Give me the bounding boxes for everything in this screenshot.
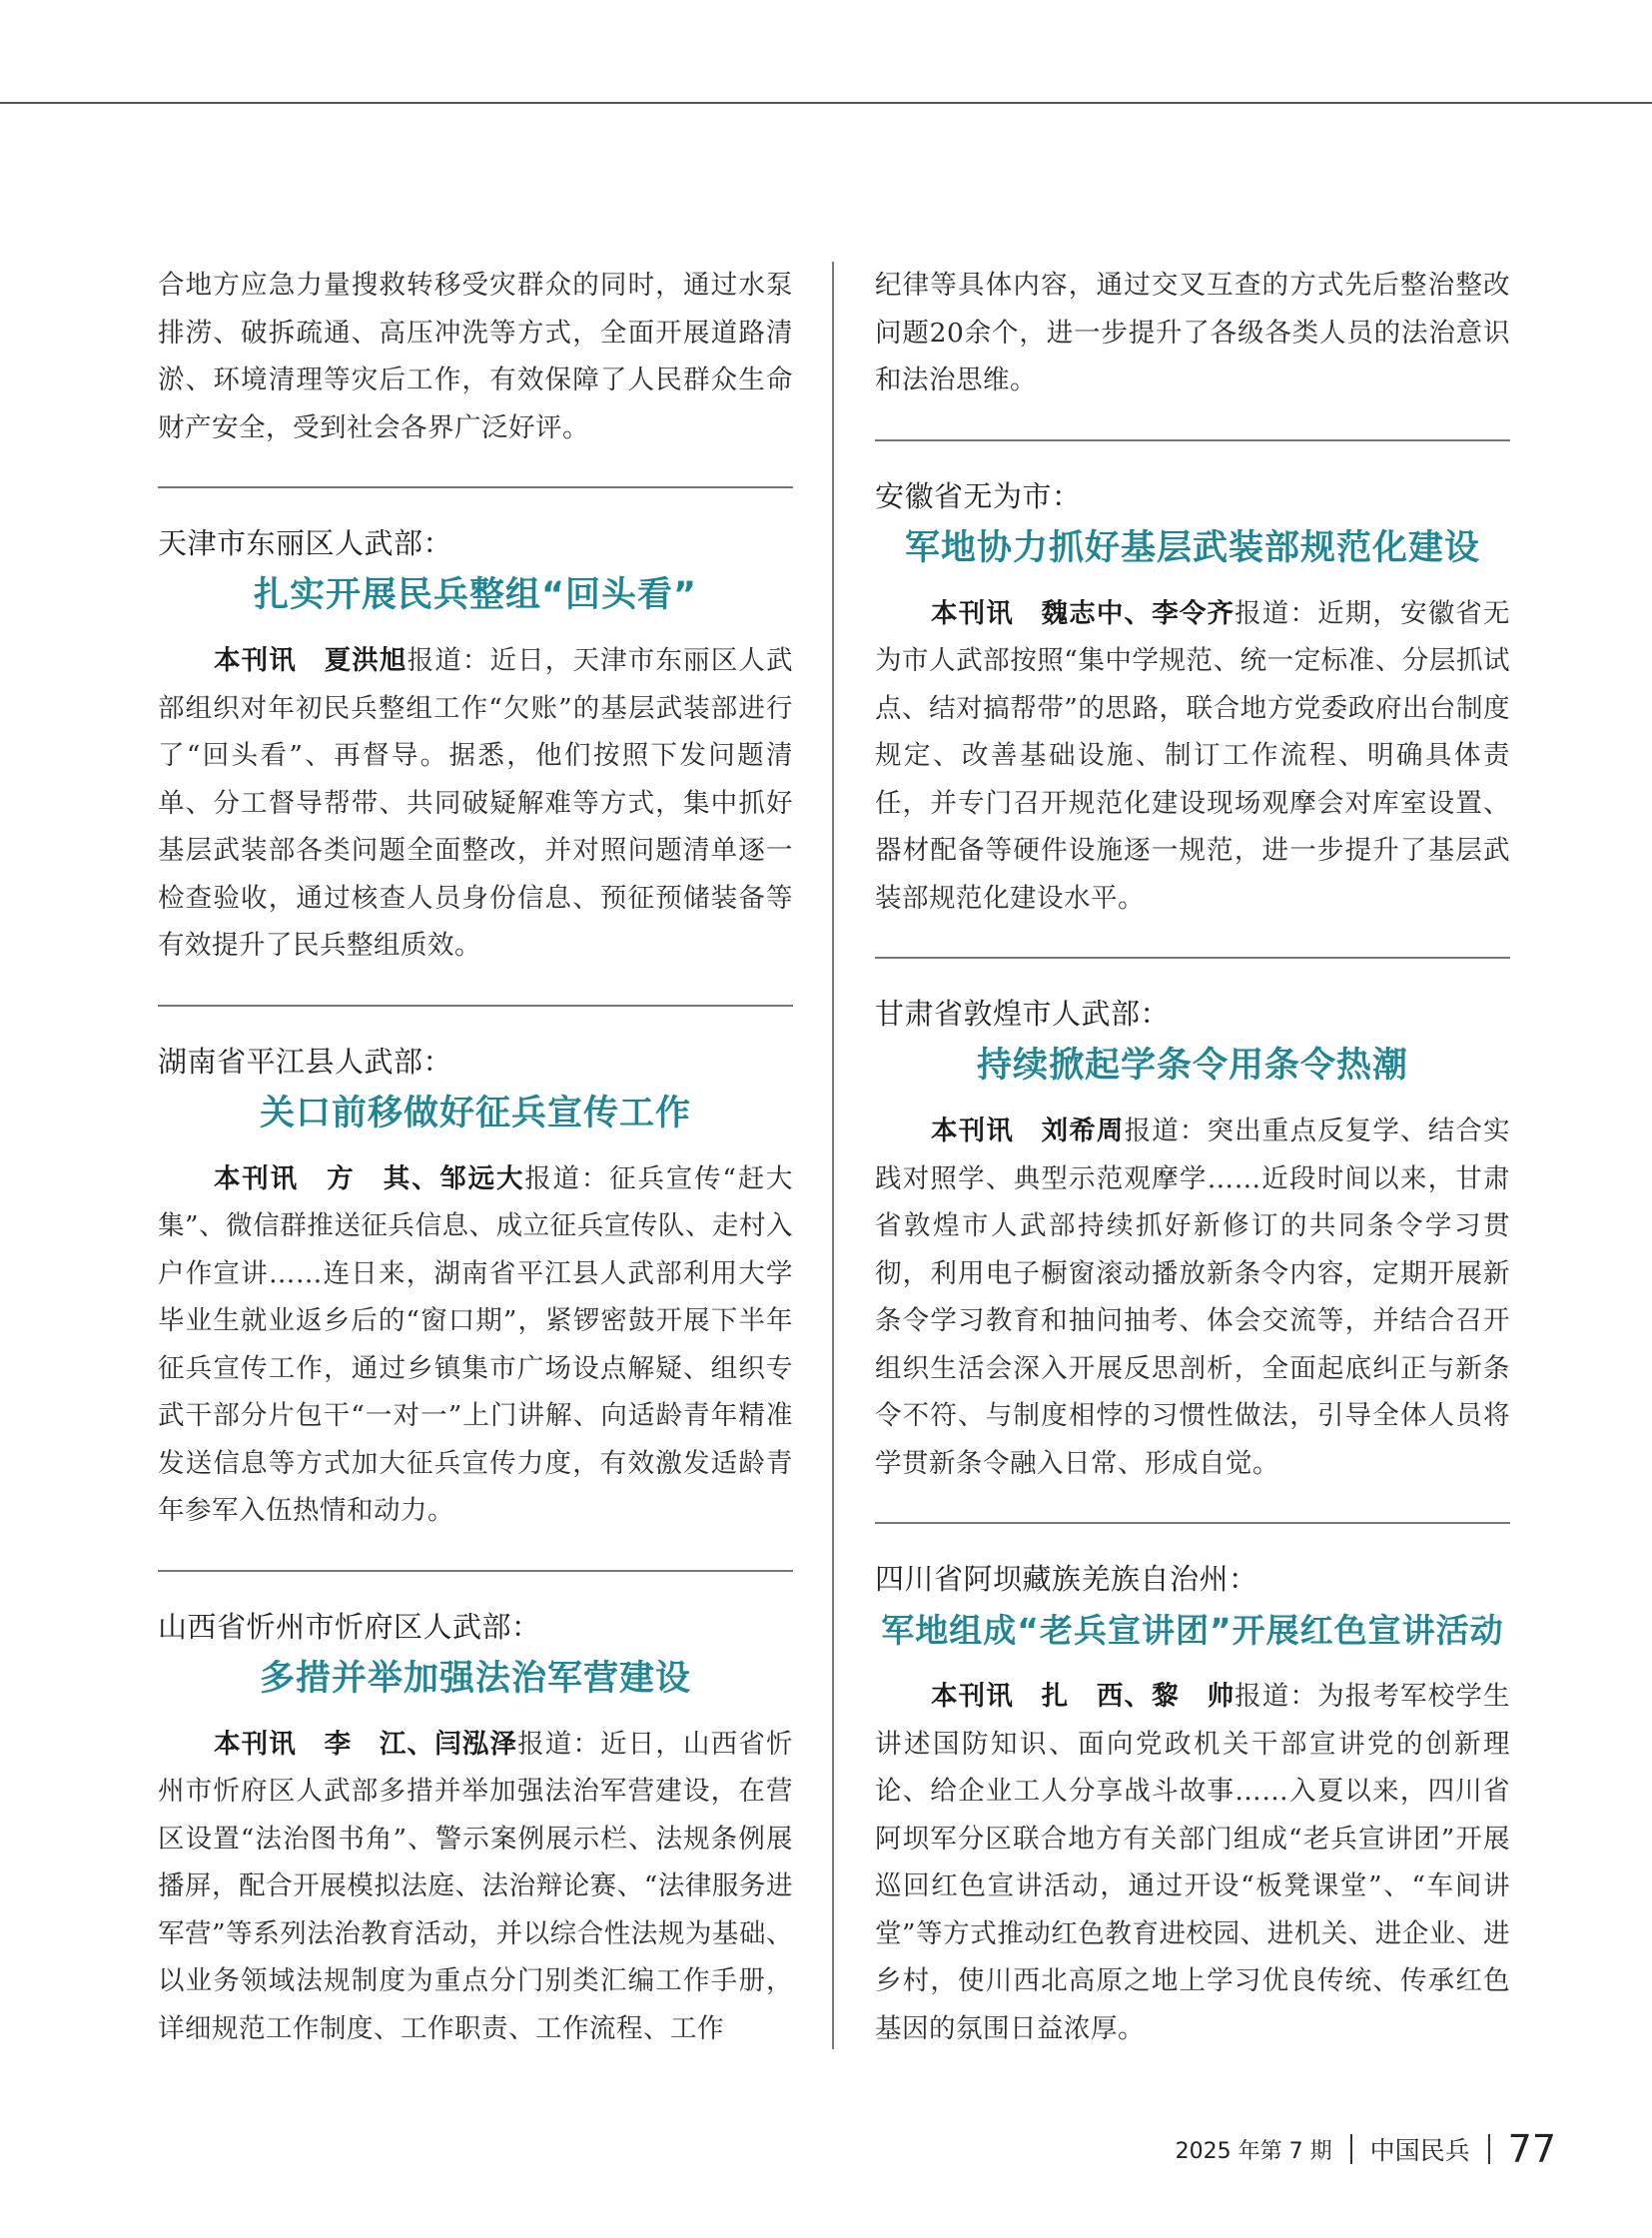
- left-column: [158, 262, 793, 2052]
- section-divider: [875, 957, 1510, 959]
- article-byline: 本刊讯 扎 西、黎 帅: [931, 1681, 1236, 1712]
- article-dunhuang: [875, 992, 1510, 1487]
- article-body: [875, 1673, 1510, 2052]
- page-number: 77: [1507, 2127, 1556, 2171]
- article-body: [875, 590, 1510, 923]
- article-text: 报道：为报考军校学生讲述国防知识、面向党政机关干部宣讲党的创新理论、给企业工人分享战斗故事……入夏以来，四川省阿坝军分区联合地方有关部门组成“老兵宣讲团”开展巡回红色宣讲活动，通过开设“板凳课堂”、“车间讲堂”等方式推动红色教育进校园、进机关、进企业、进乡村，使川西北高原之地上学习优良传统、传承红色基因的氛围日益浓厚。: [875, 1681, 1511, 2044]
- article-headline: 军地协力抓好基层武装部规范化建设: [904, 527, 1480, 568]
- article-region: 四川省阿坝藏族羌族自治州：: [875, 1562, 1258, 1596]
- section-divider: [875, 439, 1510, 441]
- right-column: [875, 262, 1510, 2052]
- article-body: [158, 1155, 793, 1535]
- footer-separator: [1350, 2134, 1352, 2164]
- section-divider: [158, 1570, 793, 1572]
- article-xinzhou: [158, 1605, 793, 2053]
- article-text: 报道：突出重点反复学、结合实践对照学、典型示范观摩学……近段时间以来，甘肃省敦煌市人武部持续抓好新修订的共同条令学习贯彻，利用电子橱窗滚动播放新条令内容，定期开展新条令学习教育和抽问抽考、体会交流等，并结合召开组织生活会深入开展反思剖析，全面起底纠正与新条令不符、与制度相悖的习惯性做法，引导全体人员将学贯新条令融入日常、形成自觉。: [875, 1116, 1511, 1479]
- section-divider: [158, 1005, 793, 1007]
- column-divider: [832, 262, 834, 2049]
- article-aba: [875, 1557, 1510, 2052]
- article-headline: 军地组成“老兵宣讲团”开展红色宣讲活动: [881, 1611, 1504, 1650]
- article-headline: 扎实开展民兵整组“回头看”: [253, 575, 697, 615]
- top-rule: [0, 102, 1652, 104]
- article-region: 甘肃省敦煌市人武部：: [875, 997, 1171, 1031]
- footer-separator: [1488, 2134, 1490, 2164]
- article-body: [158, 1721, 793, 2053]
- magazine-name: 中国民兵: [1369, 2136, 1470, 2165]
- article-body: [158, 637, 793, 970]
- issue-label: 2025 年第 7 期: [1175, 2138, 1332, 2164]
- article-text: 报道：近日，山西省忻州市忻府区人武部多措并举加强法治军营建设，在营区设置“法治图书角”、警示案例展示栏、法规条例展播屏，配合开展模拟法庭、法治辩论赛、“法律服务进军营”等系列法治教育活动，并以综合性法规为基础、以业务领域法规制度为重点分门别类汇编工作手册，详细规范工作制度、工作职责、工作流程、工作: [158, 1728, 794, 2044]
- article-text: 报道：征兵宣传“赶大集”、微信群推送征兵信息、成立征兵宣传队、走村入户作宣讲……连日来，湖南省平江县人武部利用大学毕业生就业返乡后的“窗口期”，紧锣密鼓开展下半年征兵宣传工作，通过乡镇集市广场设点解疑、组织专武干部分片包干“一对一”上门讲解、向适龄青年精准发送信息等方式加大征兵宣传力度，有效激发适龄青年参军入伍热情和动力。: [158, 1162, 793, 1526]
- article-byline: 本刊讯 方 其、邹远大: [214, 1162, 525, 1194]
- article-region: 安徽省无为市：: [875, 478, 1082, 513]
- article-text: 报道：近期，安徽省无为市人武部按照“集中学规范、统一定标准、分层抓试点、结对搞帮带”的思路，联合地方党委政府出台制度规定、改善基础设施、制订工作流程、明确具体责任，并专门召开规范化建设现场观摩会对库室设置、器材配备等硬件设施逐一规范，进一步提升了基层武装部规范化建设水平。: [875, 597, 1511, 914]
- article-headline: 多措并举加强法治军营建设: [259, 1658, 691, 1699]
- article-byline: 本刊讯 刘希周: [931, 1116, 1125, 1146]
- article-region: 山西省忻州市忻府区人武部：: [158, 1609, 541, 1644]
- article-byline: 本刊讯 魏志中、李令齐: [931, 597, 1236, 629]
- article-region: 湖南省平江县人武部：: [158, 1044, 453, 1079]
- page-footer: [1176, 2127, 1556, 2171]
- article-headline: 持续掀起学条令用条令热潮: [976, 1046, 1408, 1086]
- section-divider: [158, 486, 793, 488]
- article-tianjin: [158, 521, 793, 970]
- article-wuwei: [875, 474, 1510, 923]
- continued-text: 合地方应急力量搜救转移受灾群众的同时，通过水泵排涝、破拆疏通、高压冲洗等方式，全面开展道路清淤、环境清理等灾后工作，有效保障了人民群众生命财产安全，受到社会各界广泛好评。: [158, 270, 793, 443]
- article-body: [875, 1108, 1510, 1487]
- section-divider: [875, 1522, 1510, 1524]
- article-text: 报道：近日，天津市东丽区人武部组织对年初民兵整组工作“欠账”的基层武装部进行了“回头看”、再督导。据悉，他们按照下发问题清单、分工督导帮带、共同破疑解难等方式，集中抓好基层武装部各类问题全面整改，并对照问题清单逐一检查验收，通过核查人员身份信息、预征预储装备等有效提升了民兵整组质效。: [158, 645, 794, 961]
- article-region: 天津市东丽区人武部：: [158, 526, 453, 560]
- article-pingjiang: [158, 1040, 793, 1535]
- article-byline: 本刊讯 李 江、闫泓泽: [214, 1728, 518, 1760]
- continued-text: 纪律等具体内容，通过交叉互查的方式先后整治整改问题20余个，进一步提升了各级各类人员的法治意识和法治思维。: [875, 270, 1510, 395]
- article-headline: 关口前移做好征兵宣传工作: [259, 1093, 691, 1133]
- article-byline: 本刊讯 夏洪旭: [214, 645, 408, 676]
